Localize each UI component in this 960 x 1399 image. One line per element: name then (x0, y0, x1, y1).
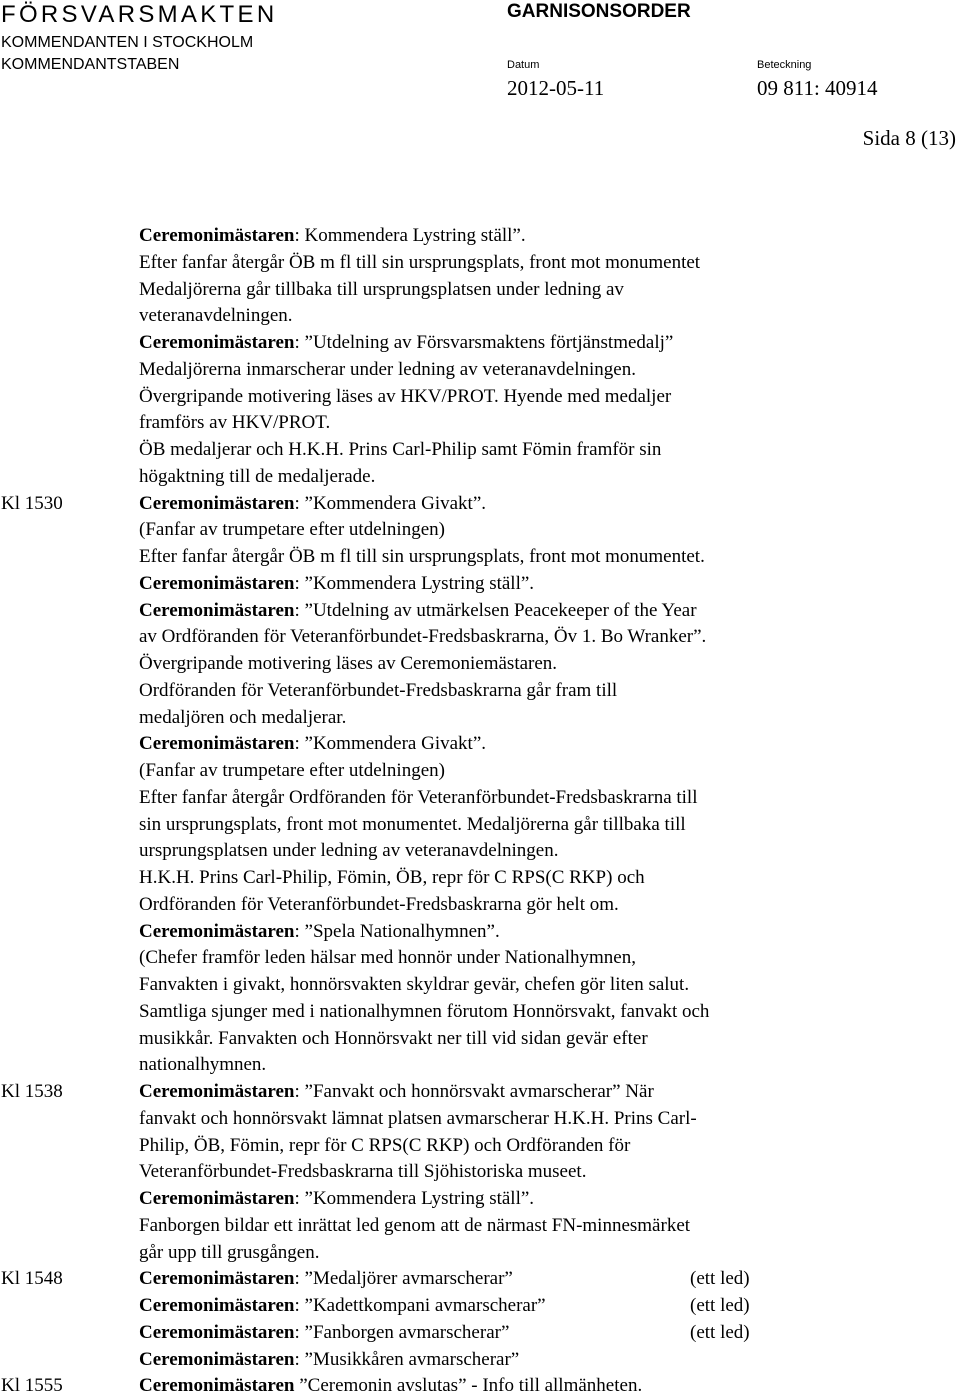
line-text (139, 811, 686, 838)
document-line (0, 516, 960, 543)
line-text (139, 1132, 630, 1159)
line-content: veteranavdelningen. (139, 305, 293, 327)
document-line (0, 650, 960, 677)
line-text (139, 409, 330, 436)
speaker-label: Ceremonimästaren (139, 1295, 295, 1316)
line-text (139, 784, 698, 811)
line-content: Efter fanfar återgår ÖB m fl till sin ursprungsplats, front mot monumentet (139, 251, 701, 273)
document-line (0, 490, 960, 517)
document-line (0, 784, 960, 811)
document-line (0, 1239, 960, 1266)
line-text (139, 1105, 697, 1132)
document-line (0, 222, 960, 249)
line-content: H.K.H. Prins Carl-Philip, Fömin, ÖB, repr för C RPS(C RKP) och (139, 867, 645, 888)
line-content: Philip, ÖB, Fömin, repr för C RPS(C RKP) och Ordföranden för (139, 1134, 631, 1156)
line-text (139, 1319, 509, 1346)
document-line (0, 329, 960, 356)
speaker-label: Ceremonimästaren (139, 599, 295, 621)
line-content: Medaljörerna inmarscherar under ledning av veteranavdelningen. (139, 358, 636, 380)
line-text (139, 1158, 586, 1185)
line-content: framförs av HKV/PROT. (139, 412, 331, 434)
staff-name: KOMMENDANTSTABEN (1, 56, 180, 73)
document-line (0, 891, 960, 918)
speaker-label: Ceremonimästaren (139, 1375, 295, 1397)
line-content: ursprungsplatsen under ledning av veteranavdelningen. (139, 840, 559, 862)
line-content: Ordföranden för Veteranförbundet-Fredsbaskrarna gör helt om. (139, 893, 619, 915)
document-line (0, 1051, 960, 1078)
document-line (0, 1185, 960, 1212)
line-content: : ”Spela Nationalhymnen”. (294, 920, 500, 942)
document-line (0, 1132, 960, 1159)
line-text (139, 329, 673, 356)
document-line (0, 1319, 960, 1346)
speaker-label: Ceremonimästaren (139, 733, 295, 755)
reference-label: Beteckning (757, 59, 812, 71)
line-text (139, 1292, 546, 1319)
document-line (0, 704, 960, 731)
document-line (0, 597, 960, 624)
document-line (0, 302, 960, 329)
line-content: Övergripande motivering läses av Ceremoniemästaren. (139, 653, 558, 674)
line-text (139, 463, 375, 490)
line-content: nationalhymnen. (139, 1054, 267, 1076)
line-text (139, 944, 636, 971)
line-content: Efter fanfar återgår ÖB m fl till sin ursprungsplats, front mot monumentet. (139, 546, 705, 567)
document-line (0, 944, 960, 971)
line-content: fanvakt och honnörsvakt lämnat platsen avmarscherar H.K.H. Prins Carl- (139, 1107, 697, 1129)
line-content: (Fanfar av trumpetare efter utdelningen) (139, 760, 445, 781)
line-content: musikkår. Fanvakten och Honnörsvakt ner till vid sidan gevär efter (139, 1027, 648, 1049)
time-label: Kl 1548 (1, 1268, 63, 1290)
formation-note: (ett led) (690, 1268, 750, 1290)
line-content: : ”Musikkåren avmarscherar” (294, 1348, 520, 1370)
document-line (0, 276, 960, 303)
line-text (139, 490, 486, 517)
line-text (139, 1051, 266, 1078)
line-content: Fanvakten i givakt, honnörsvakten skyldrar gevär, chefen gör liten salut. (139, 974, 690, 995)
line-content: : ”Utdelning av utmärkelsen Peacekeeper of the Year (294, 599, 697, 621)
speaker-label: Ceremonimästaren (139, 332, 295, 353)
line-text (139, 276, 624, 303)
document-line (0, 570, 960, 597)
document-line (0, 1292, 960, 1319)
line-text (139, 302, 293, 329)
document-line (0, 1105, 960, 1132)
date-value: 2012-05-11 (507, 76, 605, 100)
line-text (139, 677, 617, 704)
line-text (139, 971, 689, 998)
speaker-label: Ceremonimästaren (139, 572, 295, 594)
document-line (0, 436, 960, 463)
line-text (139, 356, 636, 383)
line-content: Samtliga sjunger med i nationalhymnen förutom Honnörsvakt, fanvakt och (139, 1000, 710, 1022)
org-name: FÖRSVARSMAKTEN (1, 1, 278, 28)
speaker-label: Ceremonimästaren (139, 225, 295, 246)
line-content: : ”Kommendera Lystring ställ”. (294, 572, 535, 594)
line-text (139, 864, 645, 891)
speaker-label: Ceremonimästaren (139, 1268, 295, 1290)
document-line (0, 864, 960, 891)
line-text (139, 918, 500, 945)
line-text (139, 516, 445, 543)
document-line (0, 1212, 960, 1239)
document-line (0, 463, 960, 490)
line-text (139, 757, 445, 784)
speaker-label: Ceremonimästaren (139, 492, 295, 514)
line-text (139, 1372, 642, 1399)
line-text (139, 704, 346, 731)
formation-note: (ett led) (690, 1321, 750, 1343)
line-text (139, 570, 534, 597)
time-label: Kl 1555 (1, 1375, 63, 1397)
document-line (0, 730, 960, 757)
document-line (0, 1025, 960, 1052)
line-content: : ”Kommendera Lystring ställ”. (294, 1188, 535, 1209)
speaker-label: Ceremonimästaren (139, 1348, 295, 1370)
line-content: Ordföranden för Veteranförbundet-Fredsbaskrarna går fram till (139, 679, 618, 701)
line-content: : ”Utdelning av Försvarsmaktens förtjänstmedalj” (294, 332, 674, 353)
formation-note: (ett led) (690, 1295, 750, 1316)
date-label: Datum (507, 59, 540, 71)
line-text (139, 1212, 690, 1239)
document-line (0, 249, 960, 276)
line-content: : Kommendera Lystring ställ”. (294, 225, 526, 246)
line-text (139, 623, 706, 650)
document-line (0, 1078, 960, 1105)
line-content: : ”Fanborgen avmarscherar” (294, 1321, 510, 1343)
document-line (0, 1346, 960, 1373)
line-content: : ”Kommendera Givakt”. (294, 492, 487, 514)
line-text (139, 1265, 513, 1292)
time-label: Kl 1530 (1, 492, 63, 514)
document-line (0, 1372, 960, 1399)
line-text (139, 891, 619, 918)
line-text (139, 1346, 519, 1373)
line-content: sin ursprungsplats, front mot monumentet. Medaljörerna går tillbaka till (139, 813, 686, 835)
document-line (0, 677, 960, 704)
document-line (0, 623, 960, 650)
time-label: Kl 1538 (1, 1081, 63, 1102)
document-line (0, 1158, 960, 1185)
speaker-label: Ceremonimästaren (139, 1188, 295, 1209)
line-content: högaktning till de medaljerade. (139, 465, 376, 487)
line-text (139, 436, 661, 463)
document-line (0, 918, 960, 945)
line-content: (Chefer framför leden hälsar med honnör under Nationalhymnen, (139, 947, 636, 969)
speaker-label: Ceremonimästaren (139, 1321, 295, 1343)
line-content: Efter fanfar återgår Ordföranden för Veteranförbundet-Fredsbaskrarna till (139, 786, 698, 808)
document-line (0, 837, 960, 864)
speaker-label: Ceremonimästaren (139, 1081, 295, 1102)
line-text (139, 730, 486, 757)
line-text (139, 1025, 648, 1052)
document-line (0, 1265, 960, 1292)
line-text (139, 1185, 534, 1212)
line-text (139, 222, 526, 249)
reference-value: 09 811: 40914 (757, 76, 878, 100)
line-text (139, 249, 700, 276)
line-content: : ”Kommendera Givakt”. (294, 733, 487, 755)
line-content: : ”Medaljörer avmarscherar” (294, 1268, 513, 1290)
document-line (0, 383, 960, 410)
line-content: (Fanfar av trumpetare efter utdelningen) (139, 519, 445, 541)
line-text (139, 837, 558, 864)
line-content: ÖB medaljerar och H.K.H. Prins Carl-Philip samt Fömin framför sin (139, 439, 662, 460)
document-type: GARNISONSORDER (507, 1, 691, 22)
document-line (0, 409, 960, 436)
speaker-label: Ceremonimästaren (139, 920, 295, 942)
line-content: ”Ceremonin avslutas” - Info till allmänheten. (294, 1375, 643, 1397)
line-text (139, 383, 671, 410)
unit-name: KOMMENDANTEN I STOCKHOLM (1, 34, 254, 51)
document-line (0, 811, 960, 838)
line-content: av Ordföranden för Veteranförbundet-Fredsbaskrarna, Öv 1. Bo Wranker”. (139, 626, 707, 648)
line-text (139, 1239, 319, 1266)
document-line (0, 971, 960, 998)
line-content: Övergripande motivering läses av HKV/PROT. Hyende med medaljer (139, 385, 672, 407)
page-number: Sida 8 (13) (862, 126, 956, 150)
line-content: : ”Fanvakt och honnörsvakt avmarscherar” När (294, 1081, 654, 1102)
line-text (139, 998, 709, 1025)
document-line (0, 356, 960, 383)
line-content: : ”Kadettkompani avmarscherar” (294, 1295, 546, 1316)
document-line (0, 757, 960, 784)
line-text (139, 1078, 654, 1105)
line-content: Medaljörerna går tillbaka till ursprungsplatsen under ledning av (139, 278, 624, 300)
line-text (139, 543, 705, 570)
line-content: går upp till grusgången. (139, 1241, 320, 1263)
line-text (139, 597, 697, 624)
line-text (139, 650, 557, 677)
line-content: medaljören och medaljerar. (139, 706, 347, 728)
document-line (0, 998, 960, 1025)
line-content: Fanborgen bildar ett inrättat led genom att de närmast FN-minnesmärket (139, 1214, 691, 1236)
document-line (0, 543, 960, 570)
line-content: Veteranförbundet-Fredsbaskrarna till Sjöhistoriska museet. (139, 1161, 587, 1183)
